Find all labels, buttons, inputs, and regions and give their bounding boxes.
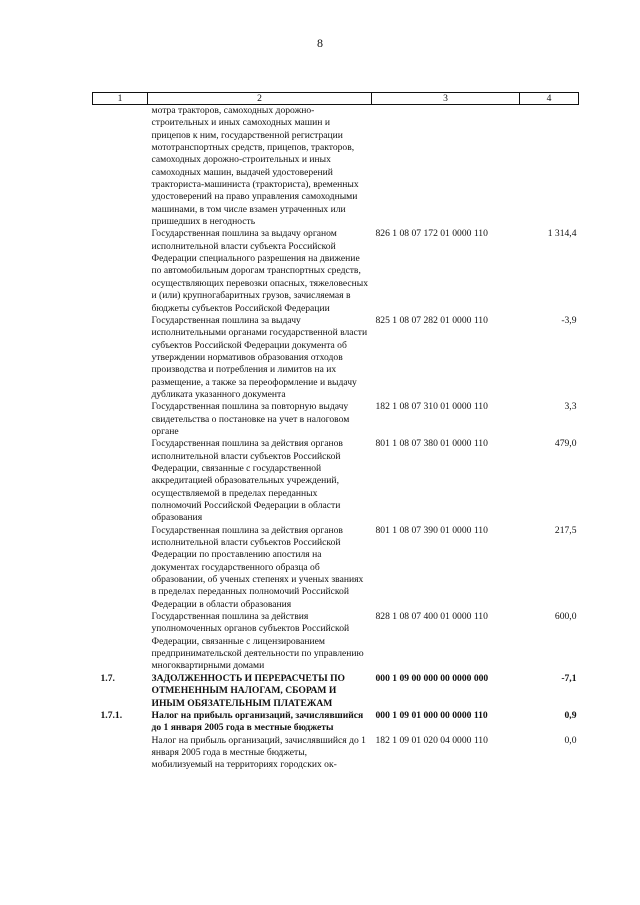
- row-number: 1.7.: [100, 672, 115, 684]
- table-row: [93, 735, 579, 772]
- row-amount: 600,0: [554, 611, 577, 623]
- budget-table: [92, 92, 579, 772]
- column-header: 4: [520, 93, 579, 105]
- row-amount: -3,9: [561, 314, 577, 326]
- table-row-subsection: [93, 710, 579, 735]
- row-number: [93, 228, 148, 314]
- row-name: Государственная пошлина за выдачу исполнительными органами государственной власти субъектов Российской Федерации документа об утверждении нормативов образования отходов производства и потребления и лимитов на их размещение, а также за переоформление и выдачу дубликата указанного документа: [151, 314, 368, 400]
- row-code: [372, 105, 520, 229]
- row-name: Государственная пошлина за действия уполномоченных органов субъектов Российской Федерации, связанные с лицензированием предпринимательской деятельности по управлению многоквартирными домами: [151, 611, 364, 672]
- row-number: [93, 735, 148, 772]
- row-number: [93, 105, 148, 229]
- row-code: 801 1 08 07 390 01 0000 110: [375, 524, 488, 536]
- row-amount: 1 314,4: [547, 228, 577, 240]
- row-number: [93, 401, 148, 438]
- row-code: 825 1 08 07 282 01 0000 110: [375, 314, 488, 326]
- row-amount: 0,0: [564, 734, 577, 746]
- row-number: [93, 438, 148, 524]
- table-header-row: [93, 93, 579, 105]
- row-code: 828 1 08 07 400 01 0000 110: [375, 611, 488, 623]
- table-row: [93, 438, 579, 524]
- row-amount: 0,9: [564, 709, 577, 721]
- row-code: 000 1 09 00 000 00 0000 000: [375, 672, 489, 684]
- row-code: 801 1 08 07 380 01 0000 110: [375, 438, 488, 450]
- table-row: [93, 525, 579, 611]
- row-amount: 3,3: [564, 401, 577, 413]
- column-header: 1: [93, 93, 148, 105]
- row-name: мотра тракторов, самоходных дорожно-строительных и иных самоходных машин и прицепов к ним, государственной регистрации мототранспортных средств, прицепов, тракторов, самоходных дорожно-строительных и иных самоходных машин, выдачей удостоверений тракториста-машиниста (тракториста), временных удостоверений на право управления самоходными машинами, в том числе взамен утраченных или пришедших в негодность: [151, 105, 359, 228]
- row-number: [93, 611, 148, 673]
- table-row: [93, 228, 579, 314]
- row-name: Государственная пошлина за выдачу органом исполнительной власти субъекта Российской Федерации специального разрешения на движение по автомобильным дорогам транспортных средств, осуществляющих перевозки опасных, тяжеловесных и (или) крупногабаритных грузов, зачисляемая в бюджеты субъектов Российской Федерации: [151, 228, 369, 314]
- row-amount: 217,5: [554, 524, 577, 536]
- column-header: 2: [148, 93, 372, 105]
- row-name: Государственная пошлина за повторную выдачу свидетельства о постановке на учет в налоговом органе: [151, 401, 350, 437]
- row-amount: -7,1: [561, 672, 577, 684]
- row-amount: 479,0: [554, 438, 577, 450]
- table-row-section: [93, 673, 579, 710]
- row-name: Государственная пошлина за действия органов исполнительной власти субъектов Российской Федерации, связанные с государственной аккредитацией образовательных учреждений, осуществляемой в пределах переданных полномочий Российской Федерации в области образования: [151, 438, 343, 524]
- row-amount: [520, 105, 579, 229]
- row-code: 000 1 09 01 000 00 0000 110: [375, 709, 488, 721]
- page-number: 8: [317, 36, 323, 50]
- row-code: 182 1 09 01 020 04 0000 110: [375, 734, 488, 746]
- table-row: [93, 105, 579, 229]
- row-name: Налог на прибыль организаций, зачислявшийся до 1 января 2005 года в местные бюджеты: [151, 709, 364, 734]
- column-header: 3: [372, 93, 520, 105]
- table-row: [93, 611, 579, 673]
- row-number: [93, 315, 148, 401]
- table-row: [93, 401, 579, 438]
- row-number: 1.7.1.: [100, 709, 123, 721]
- row-code: 826 1 08 07 172 01 0000 110: [375, 228, 488, 240]
- table-row: [93, 315, 579, 401]
- row-code: 182 1 08 07 310 01 0000 110: [375, 401, 488, 413]
- row-name: Государственная пошлина за действия органов исполнительной власти субъектов Российской Федерации по проставлению апостиля на документах государственного образца об образовании, об ученых степенях и ученых званиях в пределах переданных полномочий Российской Федерации в области образования: [151, 524, 364, 610]
- row-number: [93, 525, 148, 611]
- row-name: ЗАДОЛЖЕННОСТЬ И ПЕРЕРАСЧЕТЫ ПО ОТМЕНЕННЫМ НАЛОГАМ, СБОРАМ И ИНЫМ ОБЯЗАТЕЛЬНЫМ ПЛАТЕЖАМ: [151, 672, 346, 709]
- row-name: Налог на прибыль организаций, зачислявшийся до 1 января 2005 года в местные бюджеты, мобилизуемый на территориях городских ок-: [151, 734, 366, 771]
